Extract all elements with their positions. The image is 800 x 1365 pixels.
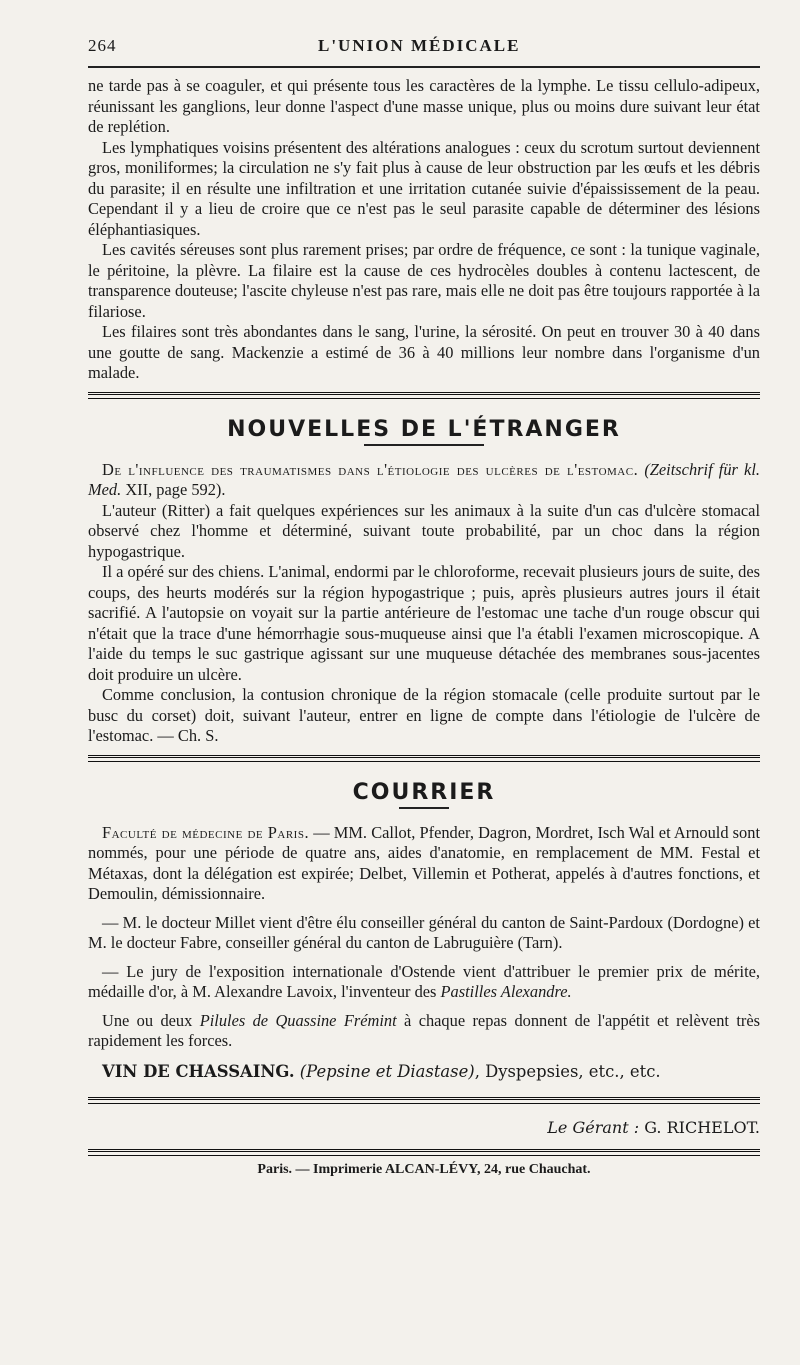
title-rule [364,444,484,446]
footer-divider [88,1149,760,1156]
printer-line: Paris. — Imprimerie ALCAN-LÉVY, 24, rue Chauchat. [257,1161,591,1177]
section-divider [88,755,760,762]
advert-start: Une ou deux [102,1010,200,1030]
intro-paragraph: ne tarde pas à se coaguler, et qui présente tous les caractères de la lymphe. Le tissu cellulo-adipeux, réunissant les ganglions, leur donne l'aspect d'une masse unique, plus ou moins dure suivant leur état de replétion. [88,76,760,136]
vin-uses: , Dyspepsies, etc., etc. [474,1061,661,1081]
intro-paragraph: Les lymphatiques voisins présentent des altérations analogues : ceux du scrotum surtout deviennent gros, moniliformes; la circulation ne s'y fait plus à cause de leur obstruction par les œufs et les débris du parasite; il en résulte une infiltration et une irritation cutanée suivie d'épaississement de la peau. Cependant il y a lieu de croire que ce n'est pas le seul parasite capable de déterminer des lésions éléphantiasiques. [88,137,760,239]
title-rule [399,807,449,809]
intro-paragraph: Les cavités séreuses sont plus rarement prises; par ordre de fréquence, ce sont : la tunique vaginale, le péritoine, la plèvre. La filaire est la cause de ces hydrocèles doubles à contenu lactescent, de transparence douteuse; l'ascite chyleuse n'est pas rare, mais elle ne doit pas être toujours rapportée à la filariose. [88,240,760,321]
intro-paragraph: Les filaires sont très abondantes dans le sang, l'urine, la sérosité. On peut en trouver 30 à 40 dans une goutte de sang. Mackenzie a estimé de 36 à 40 millions leur nombre dans l'organisme d'un malade. [88,322,760,382]
vin-advert [88,1062,760,1081]
nouvelles-title: NOUVELLES DE L'ÉTRANGER [227,416,621,442]
gerant-line [88,1118,760,1137]
journal-title: L'UNION MÉDICALE [318,36,521,55]
reference-page: XII, page 592). [125,480,226,499]
reference-journal: (Zeitschrif für kl. Med. [88,459,760,499]
advert-paragraph [88,1011,760,1052]
vin-name: VIN DE CHASSAING. [102,1061,295,1081]
advert-rest: à chaque repas donnent de l'appétit et relèvent très rapidement les forces. [88,1010,760,1050]
gerant-name: G. RICHELOT. [644,1117,760,1137]
article-paragraph: Il a opéré sur des chiens. L'animal, endormi par le chloroforme, recevait plusieurs jours de suite, des coups, des heurts modérés sur la région hypogastrique ; puis, après plusieurs autres jours il était sacrifié. A l'autopsie on voyait sur la partie antérieure de l'estomac une tache d'un rouge obscur qui n'était que la trace d'une hémorrhagie sous-muqueuse ainsi que l'a établi l'examen microscopique. A l'aide du temps le suc gastrique agissant sur une muqueuse détachée des membranes sous-jacentes doit produire un ulcère. [88,562,760,684]
ostende-text: — Le jury de l'exposition internationale d'Ostende vient d'attribuer le premier prix de mérite, médaille d'or, à M. Alexandre Lavoix, l'inventeur des [88,961,760,1001]
article-paragraph: Comme conclusion, la contusion chronique de la région stomacale (celle produite surtout par le busc du corset) doit, suivant l'auteur, entrer en ligne de compte dans l'étiologie de l'ulcère de l'estomac. — Ch. S. [88,685,760,745]
faculte-label: Faculté de médecine de Paris. [102,822,310,842]
faculte-text: — MM. Callot, Pfender, Dagron, Mordret, Isch Wal et Arnould sont nommés, pour une période de quatre ans, aides d'anatomie, en remplacement de MM. Festal et Métaxas, dont la délégation est expirée; Delbet, Villemin et Potherat, appelés à d'autres fonctions, et Demoulin, démissionnaire. [88,822,760,903]
pastilles-name: Pastilles Alexandre. [440,982,572,1001]
page-header [88,36,760,66]
courrier-paragraph: — M. le docteur Millet vient d'être élu conseiller général du canton de Saint-Pardoux (Dordogne) et M. le docteur Fabre, conseiller général du canton de Labruguière (Tarn). [88,912,760,952]
vin-composition: (Pepsine et Diastase) [299,1061,475,1081]
section-divider [88,1097,760,1104]
courrier-paragraph [88,962,760,1003]
pilules-name: Pilules de Quassine Frémint [199,1010,397,1030]
courrier-paragraph [88,823,760,905]
gerant-label: Le Gérant : [547,1117,640,1137]
courrier-title: COURRIER [352,779,496,805]
section-divider [88,392,760,399]
reference-title: De l'influence des traumatismes dans l'étiologie des ulcères de l'estomac. [102,459,639,479]
header-rule [88,66,760,68]
article-reference [88,460,760,501]
page [88,36,760,1178]
page-number: 264 [88,36,117,55]
article-paragraph: L'auteur (Ritter) a fait quelques expériences sur les animaux à la suite d'un cas d'ulcère stomacal observé chez l'homme et déterminé, suivant toute probabilité, par un choc dans la région hypogastrique. [88,500,760,561]
